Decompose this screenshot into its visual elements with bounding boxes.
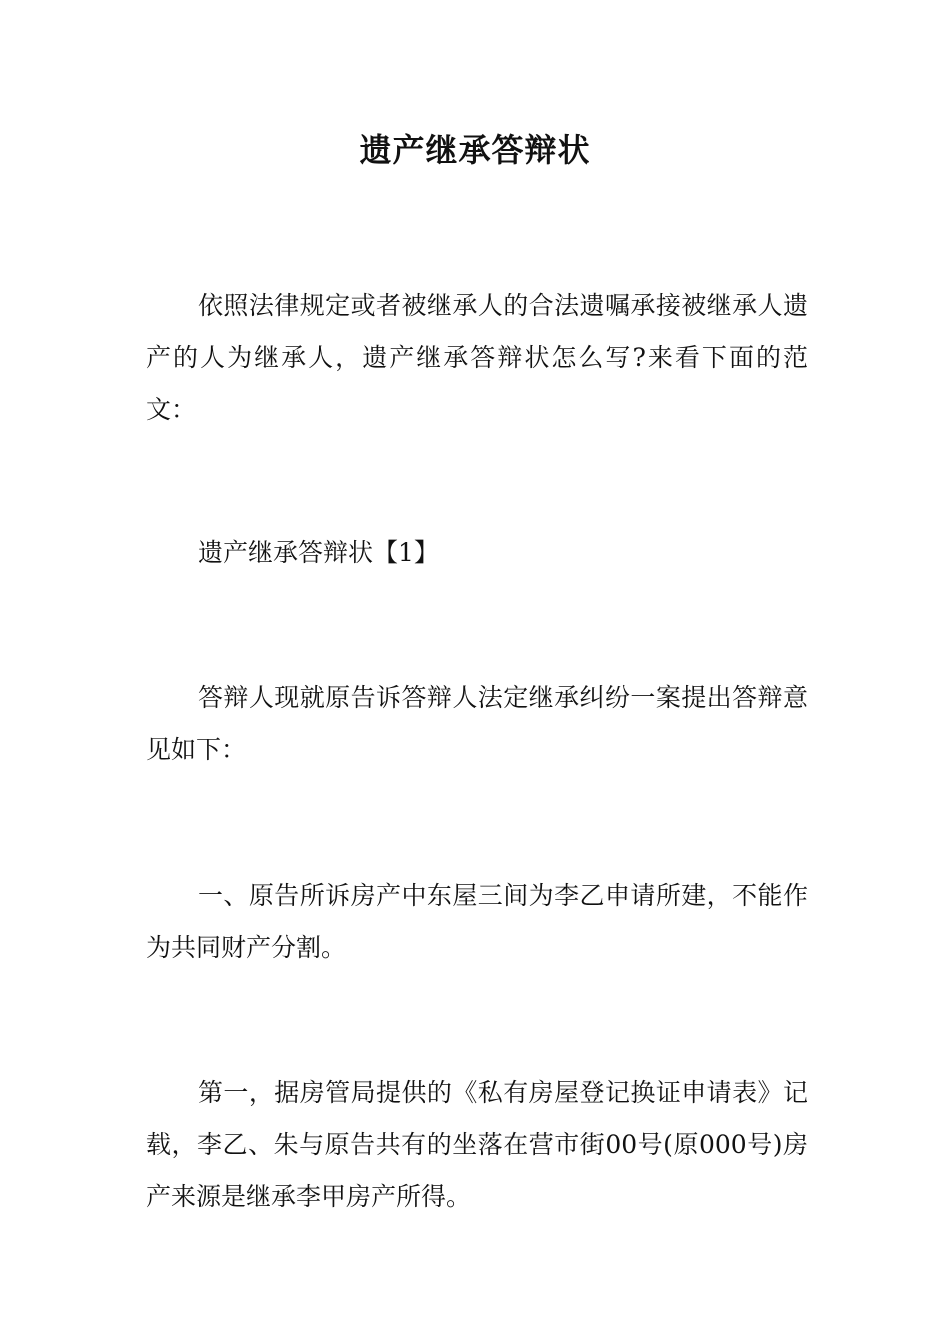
point-one-paragraph: 一、原告所诉房产中东屋三间为李乙申请所建，不能作为共同财产分割。 — [146, 881, 808, 962]
document-title: 遗产继承答辩状 — [359, 131, 591, 169]
first-evidence-paragraph: 第一，据房管局提供的《私有房屋登记换证申请表》记载，李乙、朱与原告共有的坐落在营市街00号(原000号)房产来源是继承李甲房产所得。 — [146, 1078, 808, 1211]
section-heading: 遗产继承答辩状【1】 — [198, 538, 439, 567]
intro-paragraph: 依照法律规定或者被继承人的合法遗嘱承接被继承人遗产的人为继承人，遗产继承答辩状怎么写?来看下面的范文： — [146, 291, 808, 424]
defense-statement-paragraph: 答辩人现就原告诉答辩人法定继承纠纷一案提出答辩意见如下： — [146, 683, 808, 764]
